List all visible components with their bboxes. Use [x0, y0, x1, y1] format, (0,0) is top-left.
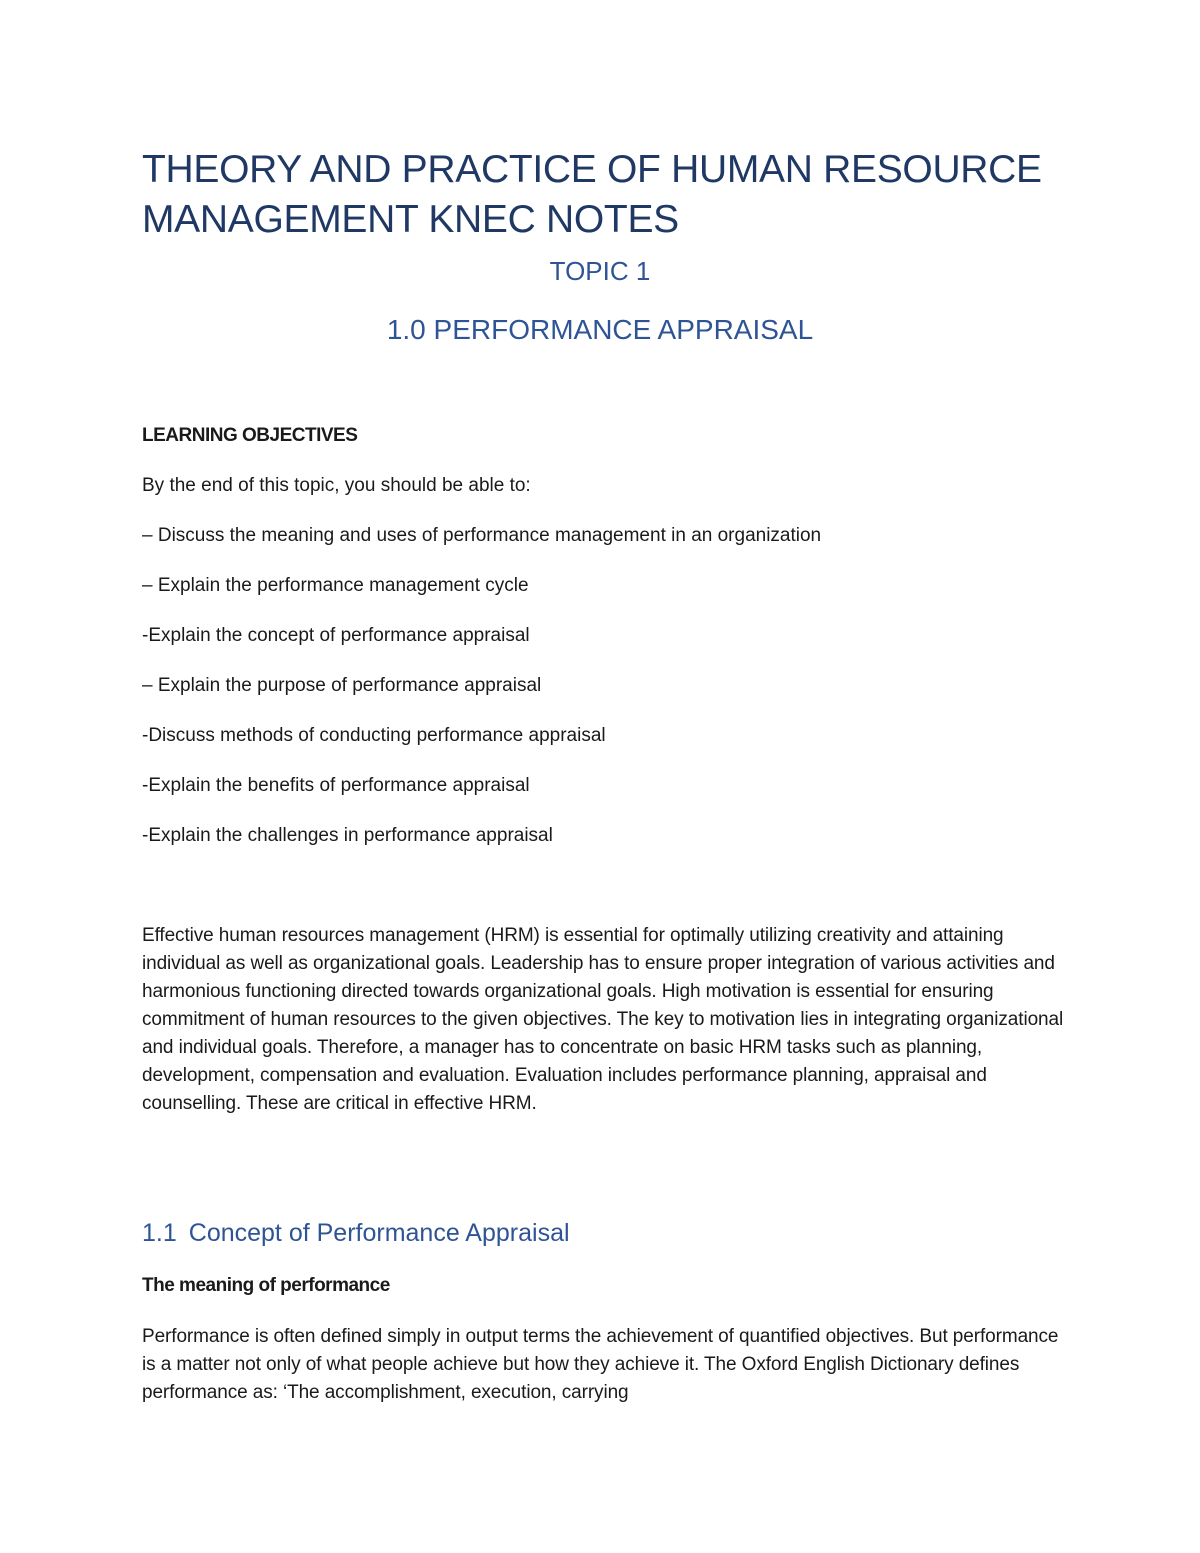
subsection-number: 1.1 — [142, 1219, 177, 1247]
subsection-heading — [142, 1216, 570, 1250]
intro-paragraph: Effective human resources management (HRM) is essential for optimally utilizing creativity and attaining individual as well as organizational goals. Leadership has to ensure proper integration of various activities and harmonious functioning directed towards organizational goals. High motivation is essential for ensuring commitment of human resources to the given objectives. The key to motivation lies in integrating organizational and individual goals. Therefore, a manager has to concentrate on basic HRM tasks such as planning, development, compensation and evaluation. Evaluation includes performance planning, appraisal and counselling. These are critical in effective HRM. — [142, 925, 1064, 1114]
objective-item: -Discuss methods of conducting performance appraisal — [142, 725, 606, 746]
subsection-title: Concept of Performance Appraisal — [188, 1219, 570, 1247]
learning-objectives-intro: By the end of this topic, you should be able to: — [142, 475, 531, 496]
objective-item: – Explain the purpose of performance appraisal — [142, 675, 542, 696]
meaning-heading: The meaning of performance — [142, 1275, 390, 1296]
meaning-paragraph: Performance is often defined simply in output terms the achievement of quantified objectives. But performance is a matter not only of what people achieve but how they achieve it. The Oxford English Dictionary defines performance as: ‘The accomplishment, execution, carrying — [142, 1326, 1059, 1403]
objective-item: – Explain the performance management cycle — [142, 575, 529, 596]
objective-item: -Explain the benefits of performance appraisal — [142, 775, 530, 796]
section-heading: 1.0 PERFORMANCE APPRAISAL — [386, 314, 814, 345]
learning-objectives-heading: LEARNING OBJECTIVES — [142, 425, 358, 446]
topic-label: TOPIC 1 — [549, 256, 651, 286]
objective-item: -Explain the challenges in performance appraisal — [142, 825, 553, 846]
objective-item: -Explain the concept of performance appraisal — [142, 625, 530, 646]
objective-item: – Discuss the meaning and uses of performance management in an organization — [142, 525, 822, 546]
document-title: THEORY AND PRACTICE OF HUMAN RESOURCE MANAGEMENT KNEC NOTES — [142, 148, 1042, 241]
